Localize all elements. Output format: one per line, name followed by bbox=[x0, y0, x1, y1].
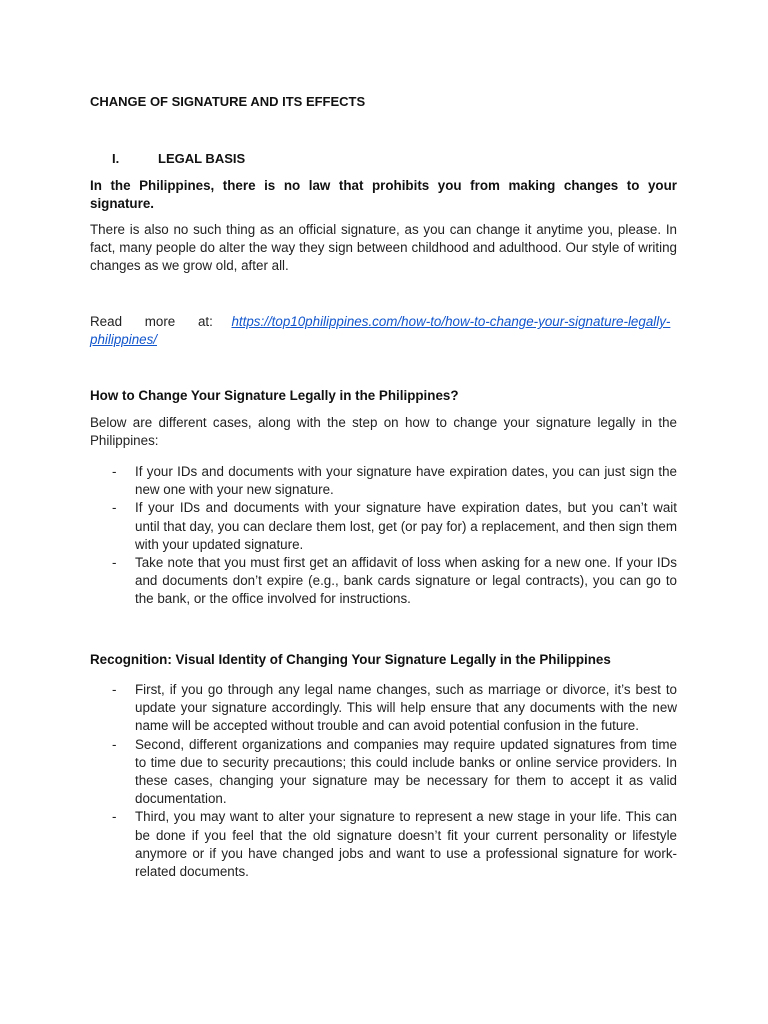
list-item: - If your IDs and documents with your signature have expiration dates, you can just sign the new one with your new signature. bbox=[112, 464, 677, 498]
list-item: - If your IDs and documents with your signature have expiration dates, but you can’t wait until that day, you can declare them lost, get (or pay for) a replacement, and then sign them with your updated signature. bbox=[112, 500, 677, 552]
dash-bullet: - bbox=[112, 500, 117, 516]
read-more-label: Read more at: bbox=[90, 314, 213, 329]
dash-bullet: - bbox=[112, 555, 117, 571]
dash-bullet: - bbox=[112, 809, 117, 825]
paragraph-official-signature: There is also no such thing as an official signature, as you can change it anytime you, please. In fact, many people do alter the way they sign between childhood and adulthood. Our style of writing changes as we grow old, after all. bbox=[90, 222, 677, 274]
list-item: - Third, you may want to alter your signature to represent a new stage in your life. This can be done if you feel that the old signature doesn’t fit your current personality or lifestyle anymore or if you have changed jobs and want to use a professional signature for work-related documents. bbox=[112, 809, 677, 880]
read-more-line bbox=[90, 313, 677, 349]
section-number: I. bbox=[112, 151, 120, 166]
section-title: LEGAL BASIS bbox=[158, 151, 246, 166]
cases-list bbox=[90, 463, 677, 609]
read-more-link[interactable]: https://top10philippines.com/how-to/how-to-change-your-signature-legally-philippines/ bbox=[90, 314, 671, 348]
list-item: - First, if you go through any legal name changes, such as marriage or divorce, it’s best to update your signature accordingly. This will help ensure that any documents with the new name will be accepted without trouble and can avoid potential confusion in the future. bbox=[112, 682, 677, 734]
document-title: CHANGE OF SIGNATURE AND ITS EFFECTS bbox=[90, 94, 366, 109]
heading-recognition: Recognition: Visual Identity of Changing Your Signature Legally in the Philippines bbox=[90, 652, 611, 667]
dash-bullet: - bbox=[112, 736, 117, 752]
list-item: - Second, different organizations and companies may require updated signatures from time to time due to security precautions; this could include banks or online service providers. In these cases, changing your signature may be necessary for them to accept it as valid documentation. bbox=[112, 736, 677, 807]
paragraph-cases-intro: Below are different cases, along with the step on how to change your signature legally in the Philippines: bbox=[90, 415, 677, 449]
dash-bullet: - bbox=[112, 464, 117, 479]
heading-how-to-change: How to Change Your Signature Legally in the Philippines? bbox=[90, 388, 459, 403]
lead-paragraph: In the Philippines, there is no law that prohibits you from making changes to your signature. bbox=[90, 178, 677, 212]
recognition-list bbox=[90, 681, 677, 881]
dash-bullet: - bbox=[112, 682, 117, 697]
list-item: - Take note that you must first get an affidavit of loss when asking for a new one. If your IDs and documents don’t expire (e.g., bank cards signature or legal contracts), you can go to the bank, or the office involved for instructions. bbox=[112, 555, 677, 607]
